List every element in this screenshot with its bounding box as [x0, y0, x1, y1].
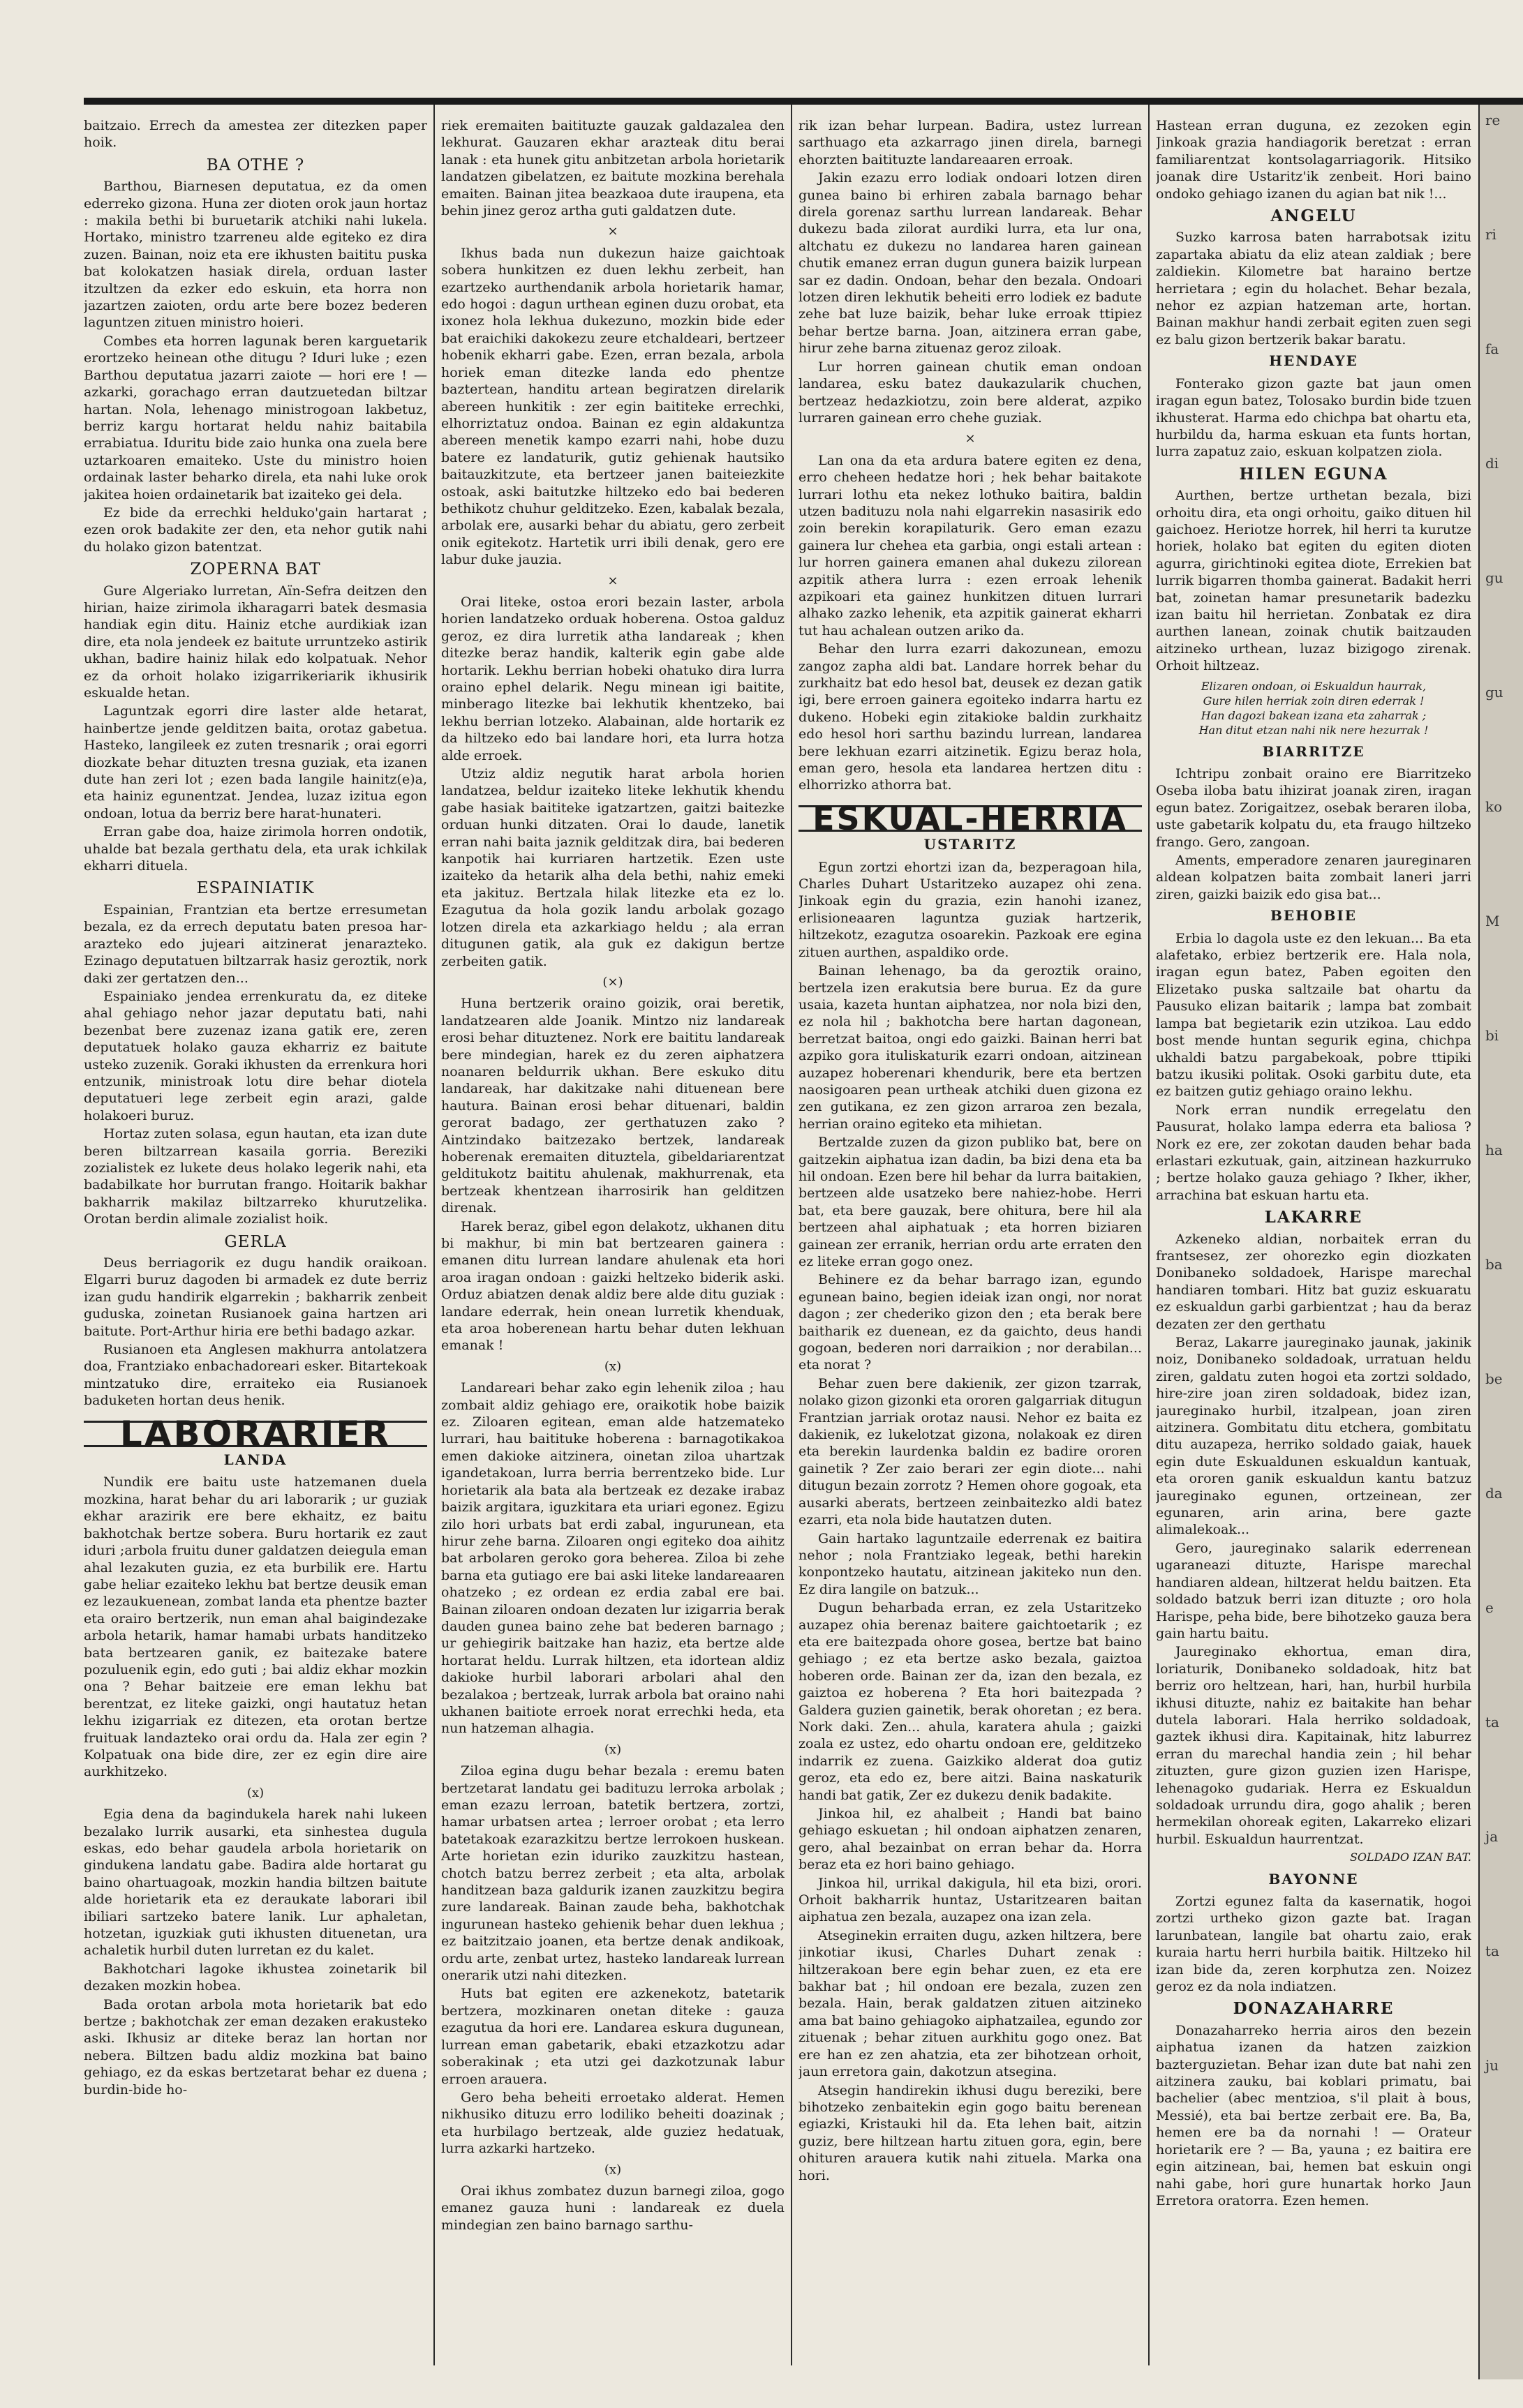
column-rule [1148, 105, 1150, 2365]
separator-mark: × [607, 224, 618, 239]
paragraph: riek eremaiten baitituzte gauzak galdazalea den lekhurat. Gauzaren ekhar arazteak ditu berai lanak : eta hunek gitu anbitzetan arbola horietarik landatzen gibelatzen, ez baitute mozkina berehala emaiten. Bainan jitea beazkaoa dute iraupena, eta behin jinez geroz artha guti galdatzen dute. [441, 118, 785, 219]
adjacent-page-edge [1478, 105, 1523, 2379]
paragraph: Zortzi egunez falta da kasernatik, hogoi zortzi urtheko gizon gazte bat. Iragan larunbatean, langile bat ohartu zaio, erak kuraia hartu herri hurbila baitik. Hiltzeko hil izan bide da, zeren korphutza zen. Noizez geroz ez da nola indiatzen. [1156, 1894, 1471, 1995]
separator-mark: (x) [604, 1359, 622, 1374]
paragraph: Donazaharreko herria airos den bezein aiphatua izanen da hatzen zaizkion bazterguzietan. Behar izan dute bat nahi zen aitzinera zauku, bai koblari primatu, bai bachelier (abec mentzioa, s'il plait à bous, Messié), eta bai bertze zerbait ere. Ba, Ba, hemen ere ba da nornahi ! — Orateur horietarik ere ? — Ba, yauna ; ez baitira ere egin aitzinean, bai, hemen bat eskuin ongi nahi gabe, hori gure hunartak horko Jaun Erretora oratorra. Ezen hemen. [1156, 2022, 1471, 2208]
subheading-landa: LANDA [223, 1451, 288, 1469]
column-4 [1156, 117, 1471, 2364]
section-heading-espainiatik: ESPAINIATIK [196, 879, 315, 898]
column-3 [798, 117, 1142, 2364]
section-heading-gerla: GERLA [224, 1232, 287, 1251]
column-2 [441, 117, 785, 2364]
paragraph: Erbia lo dagola uste ez den lekuan... Ba eta alafetako, erbiez bertzerik ere. Hala nola, iragan egun batez, Paben egoiten den Elizetako puska saltzaile bat ohartu da Pausuko elizan baitarik ; lampa bat zombait lampa bat begietarik ezin utzikoa. Lau eddo bost mende huntan segurik egina, chichpa ukhaldi batzu pargabekoak, pobre ttipiki batzu ikusiki politak. Osoki garbitu dute, eta ez baitzen gutiz gehiago oraino lekhu. [1156, 930, 1471, 1100]
paragraph: Harek beraz, gibel egon delakotz, ukhanen ditu bi makhur, bi min bat bertzearen gainera : emanen ditu lurrean landare ahulenak eta hori aroa iragan ondoan : gaizki heltzeko biderik aski. Orduz abiatzen denak aldiz bere alde ditu guziak : landare ederrak, hein onean lurretik khenduak, eta aroa hoberenean hartu behar duten lekhuan emanak ! [441, 1218, 785, 1354]
section-heading-lakarre: LAKARRE [1264, 1208, 1363, 1227]
paragraph: Huna bertzerik oraino goizik, orai beretik, landatzearen alde Joanik. Mintzo niz landareak erosi behar dituztenez. Nork ere baititu landareak bere mindegian, harek ez du zeren aiphatzera noanaren beldurrik ukhan. Bere eskuko ditu landareak, har dakitzake nahi dituenean bere hautura. Bainan erosi behar dituenari, baldin gerorat badago, zer gerthatuzen zako ? Aintzindako baitzezako bertzek, landareak hoberenak eremaiten dituztela, gibeldariarentzat gelditukotz baititu ahulenak, makhurrenak, eta bertzeak khentzean iharrosirik han gelditzen direnak. [441, 996, 785, 1216]
edge-fragment: ko [1485, 798, 1503, 815]
paragraph: Bada orotan arbola mota horietarik bat edo bertze ; bakhotchak zer eman dezaken erakusteko aski. Ikhusiz ar diteke beraz lan hortan nor nebera. Biltzen badu aldiz mozkina bat baino gehiago, ez da eskas bertzetarat behar ez duena ; burdin-bide ho- [84, 1996, 427, 2097]
paragraph: Erran gabe doa, haize zirimola horren ondotik, uhalde bat bezala gerthatu dela, eta urak ichkilak ekharri dituela. [84, 824, 427, 874]
paragraph: rik izan behar lurpean. Badira, ustez lurrean sarthuago eta azkarrago jinen direla, barnegi ehorzten baitituzte landareaaren erroak. [798, 118, 1142, 167]
column-rule [791, 105, 792, 2365]
paragraph: Jinkoa hil, urrikal dakigula, hil eta bizi, orori. Orhoit bakharrik huntaz, Ustaritzearen baitan aiphatua zen bezala, auzapez ona izan zela. [798, 1875, 1142, 1925]
edge-fragment: bi [1485, 1027, 1499, 1044]
section-heading-zoperna: ZOPERNA BAT [190, 560, 321, 579]
separator-mark: (x) [246, 1785, 265, 1800]
paragraph: Hortaz zuten solasa, egun hautan, eta izan dute beren biltzarrean kasaila gorria. Bereziki zozialistek ez lukete deus holako legerik nahi, eta badabilkate hor burrutan frango. Hoitarik bakhar bakharrik makilaz biltzarreko khurutzelika. Orotan berdin alimale zozialist hoik. [84, 1126, 427, 1227]
paragraph: Bainan lehenago, ba da geroztik oraino, bertzela izen erakutsia bere burua. Ez da gure usaia, kazeta huntan aiphatzea, nor nola bizi den, ez nola hil ; bakhotcha bere hartan dagonean, berretzat baitoa, ongi edo gaizki. Bainan herri bat azpiko gora ituliskaturik ezarri ondoan, aitzinean auzapez hoberenari khendurik, bere eta bertzen naosigoaren pean urtheak atchiki duen gizona ez zen gutikana, ez zen gizon arraroa zen bezala, herrian oraino egiteko eta mihietan. [798, 963, 1142, 1132]
edge-fragment: be [1485, 1370, 1503, 1387]
paragraph: Gero, jaureginako salarik ederrenean ugaraneazi dituzte, Harispe marechal handiaren aldean, hiltzerat heldu baitzen. Eta soldado batzuk berri izan dituzte ; oro hola Harispe, peha bide, bere bihotzeko gauza bera gain hartu baitu. [1156, 1540, 1471, 1641]
paragraph: Rusianoen eta Anglesen makhurra antolatzera doa, Frantziako enbachadoreari esker. Bitartekoak mintzatuko dire, erraiteko eia Rusianoek baduketen hortan deus henik. [84, 1342, 427, 1409]
section-title-laborarier: LABORARIER [84, 1421, 427, 1447]
subheading-ustaritz: USTARITZ [923, 836, 1017, 853]
paragraph: Bertzalde zuzen da gizon publiko bat, bere on gaitzekin aiphatua izan dadin, ba bizi dena eta ba hil ondoan. Ezen bere hil behar da lurra baitakien, bertzeen alde usatzeko bere nahiez-hobe. Herri bat, eta bere gauzak, bere ohitura, bere hil ala bertzeen ahal aiphatuak ; eta horren biziaren gainean zer erranik, herrian ordu arte erraten den ez liteke erran gogo onez. [798, 1135, 1142, 1269]
subheading-hendaye: HENDAYE [1269, 352, 1358, 370]
edge-fragment: e [1485, 1599, 1494, 1616]
edge-fragment: re [1485, 112, 1501, 128]
separator-mark: × [607, 573, 618, 588]
subheading-biarritze: BIARRITZE [1262, 742, 1365, 760]
edge-fragment: fa [1485, 341, 1499, 357]
paragraph: Egun zortzi ehortzi izan da, bezperagoan hila, Charles Duhart Ustaritzeko auzapez ohi zena. Jinkoak egin du grazia, ezin hanohi izanez, erlisioneaaren laguntza guziak hartzerik, hiltzekotz, ezagutza osoarekin. Pazkoak ere egina zituen aurthen, aspaldiko orde. [798, 859, 1142, 960]
edge-fragment: da [1485, 1485, 1503, 1502]
paragraph: Atsegin handirekin ikhusi dugu bereziki, bere bihotzeko zenbaitekin egin gogo baitu berenean egiazki, Kristauki hil da. Eta lehen bait, aitzin guziz, bere hiltzean hartu zituen gora, egin, bere ohituren arauera kutik nahi zituela. Marka ona hori. [798, 2082, 1142, 2183]
poem-verse: Elizaren ondoan, oi Eskualdun haurrak, Gure hilen herriak zoin diren ederrak ! Han dagozi bakean izana eta zaharrak ; Han ditut etzan nahi nik nere hezurrak ! [1198, 679, 1429, 737]
paragraph: Dugun beharbada erran, ez zela Ustaritzeko auzapez ohia berenaz baitere gaichtoetarik ; ez eta ere baitezpada ohore gosea, bertze bat baino gehiago ; ez eta bertze asko bezala, gaiztoa hoberen orde. Bainan zer da, izan den bezala, ez gaiztoa ez hoberena ? Eta hori baitezpada ? Galdera guzien gainetik, berak ohoretan ; ez bera. Nork daki. Zen... ahula, karatera ahula ; gaizki zoala ez ustez, edo ohartu ondoan ere, gelditzeko indarrik ez zuena. Gaizkiko alderat doa gutiz geroz, eta edo ez, bere aitzi. Baina naskaturik handi bat gatik, Zer ez dukezu denik badakite. [798, 1600, 1142, 1803]
section-heading-ba-othe: BA OTHE ? [206, 156, 305, 174]
edge-fragment: ba [1485, 1256, 1503, 1273]
paragraph: Ziloa egina dugu behar bezala : eremu baten bertzetarat landatu gei badituzu lerroka arbolak ; eman ezazu lerroan, batetik bertzera, zortzi, hamar urbatsen artea ; lerroer orobat ; eta lerro batetakoak ezarazkitzu bertze lerrokoen huskean. Arte horietan ezin iduriko zauzkitzu hastean, chotch batzu berrez zerbeit ; eta alta, arbolak handitzean baza galdurik izanen zauzkitzu begira zure landareak. Bainan zaude beha, bakhotchak ingurunean hasteko gehienik behar duen lekhua ; ez baitzitzaio joanen, eta bertze denak andikoak, ordu arte, zenbat urtez, hasteko landareak lurrean onerarik utzi nahi ditezken. [441, 1763, 785, 1984]
paragraph: Behar zuen bere dakienik, zer gizon tzarrak, nolako gizon gizonki eta ororen galgarriak ditugun Frantzian jarriak orotaz nausi. Nehor ez baita ez dakienik, ez lukelotzat gizona, nolakoak ez diren eta berekin laurdenka baldin ez badire ororen gainetik ? Zer zaio berari zer egin diote... nahi ditugun bezain zorrotz ? Hemen ohore gogoak, eta ausarki aberats, bertzeen zeinbaitezko aldi batez ezarri, eta nola bide hautatzen duten. [798, 1375, 1142, 1528]
paragraph: Ichtripu zonbait oraino ere Biarritzeko Oseba iloba batu ihizirat joanak ziren, iragan egun batez. Zorigaitzez, osebak beraren iloba, uste gabetarik kolpatu du, eta fraugo hiltzeko frango. Gero, zangoan. [1156, 766, 1471, 850]
paragraph: Azkeneko aldian, norbaitek erran du frantsesez, zer ohorezko egin diozkaten Donibaneko soldadoek, Harispe marechal handiaren tombari. Hitz bat guziz eskuaratu ez eskualdun garbi garbientzat ; hau da beraz dezaten zer den gerthatu [1156, 1231, 1471, 1332]
paragraph: Hastean erran duguna, ez zezoken egin Jinkoak grazia handiagorik beretzat : erran familiarentzat kontsolagarriagorik. Hitsiko joanak dire Ustaritz'ik zenbeit. Hori baino ondoko gehiago izanen du agian bat nik !... [1156, 118, 1471, 202]
column-1 [84, 117, 427, 2364]
paragraph: Espainiako jendea errenkuratu da, ez diteke ahal gehiago nehor jazar deputatu bati, nahi bezenbat bere zuzenaz izana gatik ere, zeren deputatuek holako gauza ekharriz ez baitute usteko zuzenik. Goraki ikhusten da errenkura hori entzunik, ministroak lotu dire behar diotela deputatueri lege zerbeit egin arazi, galde holakoeri buruz. [84, 988, 427, 1123]
paragraph: Ez bide da errechki helduko'gain hartarat ; ezen orok badakite zer den, eta nehor gutik nahi du holako gizon batentzat. [84, 504, 427, 555]
section-heading-angelu: ANGELU [1270, 207, 1357, 226]
paragraph: Beraz, Lakarre jaureginako jaunak, jakinik noiz, Donibaneko soldadoak, urratuan heldu ziren, galdatu zuten hogoi eta zortzi soldado, hire-zire joan ziren soldadoak, bidez izan, jaureginako hurbil, itzalpean, joan ziren aitzinera. Gombitatu ditu etchera, gombitatu ditu auzapeza, herriko soldado gaiak, hauek egin dute Eskualdunen eskualdun kantuak, eta ororen ganik eskualdun kantu batzuz jaureginako egunen, ortzeinean, zer egunaren, arin arina, bere gazte alimalekoak... [1156, 1335, 1471, 1538]
paragraph: Jakin ezazu erro lodiak ondoari lotzen diren gunea baino bi erhiren zabala barnago behar direla gorenaz sarthu lurrean landareak. Behar dukezu bada zilorat aurdiki lurra, eta lur ona, altchatu ez dukezu no landarea haren gainean chutik emanez erran dugun gunera baizik lurpean sar ez dadin. Ondoan, behar den bezala. Ondoari lotzen diren lekhutik beheiti erro lodiek ez badute zehe bat luze baizik, behar luke erroak ttipiez behar bertze barna. Joan, aitzinera erran gabe, hirur zehe barna zituenaz geroz ziloak. [798, 170, 1142, 357]
signature: SOLDADO IZAN BAT. [1349, 1850, 1471, 1864]
paragraph: Behar den lurra ezarri dakozunean, emozu zangoz zapha aldi bat. Landare horrek behar du zurkhaitz bat edo hesol bat, deusek ez dezan gatik igi, bere erroen gainera egoiteko indarra hartu ez dukeno. Hobeki egin zitakioke baldin zurkhaitz edo hesol hori sarthu bazindu lurrean, landarea bere lekhuan ezarri aitzinetik. Egizu beraz hola, eman gero, hesola eta landarea hertzen ditu : elhorrizko athorra bat. [798, 641, 1142, 793]
paragraph: Nundik ere baitu uste hatzemanen duela mozkina, harat behar du ari laborarik ; ur guziak ekhar arazirik ere bere ekhaitz, ez baitu bakhotchak bertze sobera. Buru hortarik ez zaut iduri ;arbola fruitu duner galdatzen deiegula eman ahal lezakuten guzia, ez eta burbilik ere. Hartu gabe heliar ezaiteko lekhu bat bertze deusik eman ez lezaukuenean, zombat landa eta phentze bazter eta orairo bertzerik, nun eman ahal baigindezake arbola hetarik, hamar hamabi urbats handitzeko bata bertzearen ganik, ez baitezake batere pozuluenik egin, edo guti ; bai aldiz ekhar mozkin ona ? Behar baitzeie ere eman lekhu bat berentzat, ez liteke gaizki, ongi hautatuz hetan lekhu izigarriak ez ditezen, eta orotan bertze fruituak landazteko orai ordu da. Hala zer egin ? Kolpatuak ona bide dire, zer ez egin dire aire aurkhitzeko. [84, 1474, 427, 1780]
paragraph: Barthou, Biarnesen deputatua, ez da omen ederreko gizona. Huna zer dioten orok jaun hortaz : makila bethi bi buruetarik atchiki nahi lukela. Hortako, ministro tzarreneu alde egiteko ez dira zuzen. Bainan, noiz eta ere ikhusten baititu puska bat kolokatzen hasiak direla, orduan laster itzultzen da ezker edo eskuin, eta horra non jazartzen zaioten, ordu arte bere bozez bederen laguntzen zituen ministro hoieri. [84, 179, 427, 331]
paragraph: Utziz aldiz negutik harat arbola horien landatzea, beldur izaiteko liteke lekhutik khendu gabe hasiak baititeke igatzartzen, gaitzi baitezke orduan hunki ditzaten. Orai lo daude, lanetik erran nahi baita jaznik gelditzak dira, bai bederen kanpotik hai kurriaren hartzetik. Ezen uste izaiteko da hetarik alha dela bethi, nahiz emeki eta jakituz. Bertzala hilak litezke eta ez lo. Ezagutua da hola gozik landu arbolak gozago lotzen direla eta azkarkiago heldu ; ala erran ditugunen gatik, ala guk ez dakigun bertze zerbeiten gatik. [441, 766, 785, 969]
column-rule [433, 105, 435, 2365]
separator-mark: (×) [602, 974, 623, 989]
edge-fragment: di [1485, 455, 1499, 472]
edge-fragment: ju [1485, 2057, 1499, 2074]
paragraph: Gure Algeriako lurretan, Aïn-Sefra deitzen den hirian, haize zirimola ikharagarri batek desmasia handiak egin ditu. Hainiz etche aurdikiak izan dire, eta nola jendeek ez baitute urruntzeko astirik ukhan, badire hainiz hilak edo kolpatuak. Nehor ez da orhoit holako izigarrikeriarik ikhusirik eskualde hetan. [84, 583, 427, 701]
paragraph: Nork erran nundik erregelatu den Pausurat, holako lampa ederra eta baliosa ? Nork ez ere, zer zokotan dauden behar bada erlastari ezkutuak, gain, aitzinean hazkurruko ; bertze holako gauza gehiago ? Ikher, ikher, arrachina bat eskuan hartu eta. [1156, 1102, 1471, 1203]
edge-fragment: ha [1485, 1142, 1503, 1158]
paragraph: Huts bat egiten ere azkenekotz, batetarik bertzera, mozkinaren onetan diteke : gauza ezagutua da hori ere. Landarea eskura dugunean, lurrean eman gabetarik, ebaki etzazkotzu adar soberakinak ; eta utzi gei dazkotzunak labur erroen arauera. [441, 1986, 785, 2087]
edge-fragment: ta [1485, 1943, 1499, 1959]
paragraph: Aurthen, bertze urthetan bezala, bizi orhoitu dira, eta ongi orhoitu, gaiko dituen hil gaichoez. Heriotze horrek, hil herri ta kurutze horiek, holako bat egiten du egiten dioten agurra, girichtinoki egitea diote, Errekien bat lurrik bigarren thomba gainerat. Badakit herri bat, zoinetan hamar presunetarik badezku izan baitu hil herrietan. Zonbatak ez dira aurthen lanean, zoinak chutik baitzauden aitzineko urthean, luzaz bizigogo zirenak. Orhoit hiltzeaz. [1156, 488, 1471, 674]
separator-mark: (x) [604, 2162, 622, 2177]
subheading-bayonne: BAYONNE [1268, 1870, 1359, 1887]
paragraph: Aments, emperadore zenaren jaureginaren aldean kolpatzen baita zombait laneri jarri ziren, gaizki baizik edo gisa bat... [1156, 853, 1471, 902]
section-heading-donazaharre: DONAZAHARRE [1233, 1999, 1395, 2019]
paragraph: Egia dena da bagindukela harek nahi lukeen bezalako lurrik ausarki, eta sinhestea dugula eskas, edo behar gaudela arbola horietarik on gindukena landatu gabe. Badira alde hortarat gu baino ohartuagoak, mozkin handia biltzen baitute alde horietarik eta ez deraukate laborari ibil ibiliari sartzeko batere lanik. Lur aphaletan, hotzetan, iguzkiak guti ikhusten dituenetan, ura achaletik hurbil duten lurretan ez du kalet. [84, 1807, 427, 1959]
section-title-eskual-herria: ESKUAL-HERRIA [798, 805, 1142, 832]
paragraph: Jinkoa hil, ez ahalbeit ; Handi bat baino gehiago eskuetan ; hil ondoan aiphatzen zenaren, gero, ahal bezainbat on erran behar da. Horra beraz eta ez hori baino gehiago. [798, 1806, 1142, 1873]
paragraph: Orai liteke, ostoa erori bezain laster, arbola horien landatzeko orduak hoberena. Ostoa galduz geroz, ez dira lurretik atha landareak ; khen ditezke beraz handik, kalterik egin gabe alde hortarik. Lekhu berrian hobeki ohatuko dira lurra oraino ephel delarik. Negu minean igi baitite, minberago litezke bai lekhutik khentzeko, bai lekhu berrian lotzeko. Alabainan, alde hortarik ez da hiltzeko edo bai landare hori, eta lurra hotza alde erroek. [441, 594, 785, 763]
paragraph: Orai ikhus zombatez duzun barnegi ziloa, gogo emanez gauza huni : landareak ez duela mindegian zen baino barnago sarthu- [441, 2183, 785, 2233]
edge-fragment: M [1485, 913, 1500, 929]
paragraph: Atseginekin erraiten dugu, azken hiltzera, bere jinkotiar ikusi, Charles Duhart zenak : hiltzerakoan bere egin behar zuen, ez eta ere bakhar bat ; hil ondoan ere bezala, zuzen zen bezala. Hain, berak galdatzen zituen aitzineko ama bat baino gehiagoko aiphatzailea, egundo zor zituenak ; behar zituen aurkhitu gogo onez. Bat ere han ez zen ahatzia, eta zer bihotzean orhoit, jaun erretora gain, dakotzun atsegina. [798, 1927, 1142, 2080]
edge-fragment: gu [1485, 569, 1503, 586]
edge-fragment: ri [1485, 226, 1496, 243]
paragraph: Gain hartako laguntzaile ederrenak ez baitira nehor ; nola Frantziako legeak, bethi harekin konpontzeko hautatu, aitzinean jakiteko nun den. Ez dira langile on batzuk... [798, 1530, 1142, 1597]
paragraph: Lan ona da eta ardura batere egiten ez dena, erro cheheen hedatze hori ; hek behar baitakote lurrari lothu eta nekez lothuko baitira, baldin utzen badituzu nola nahi elgarrekin nasasirik edo zoin berekin korapilaturik. Gero eman ezazu gainera lur chehea eta garbia, ongi estali artean : lur horren gainera emanen ahal dukezu zilorean azpitik athera lurra : ezen erroak lehenik azpikoari eta gainez hunkitzen dituen lurrari alhako zazko lehenik, eta azpitik gainerat ekharri tut hau achalean outzen ariko da. [798, 452, 1142, 638]
paragraph: Fonterako gizon gazte bat jaun omen iragan egun batez, Tolosako burdin bide tzuen ikhusterat. Harma edo chichpa bat ohartu eta, hurbildu da, harma eskuan eta funts hortan, lurra zapatuz zaio, eskuan kolpatzen ziola. [1156, 375, 1471, 460]
paragraph: Suzko karrosa baten harrabotsak izitu zapartaka abiatu da eliz atean zaldiak ; bere zaldiekin. Kilometre bat haraino bertze herrietara ; egin du holachet. Behar bezala, nehor ez azpian hatzeman arte, hortan. Bainan makhur handi zerbait egiten zuen segi ez balu gizon bertzerik bakar baratu. [1156, 230, 1471, 347]
paragraph: Lur horren gainean chutik eman ondoan landarea, esku batez daukazularik chuchen, bertzeaz hedazkiotzu, zoin bere alderat, azpiko lurraren gainean erro chehe guziak. [798, 359, 1142, 426]
paragraph: Bakhotchari lagoke ikhustea zoinetarik bil dezaken mozkin hobea. [84, 1961, 427, 1994]
paragraph: Landareari behar zako egin lehenik ziloa ; hau zombait aldiz gehiago ere, oraikotik hobe baizik ez. Ziloaren egitean, eman alde hatzemateko lurrari, hau baitituke hoberena : barnagotikakoa emen dakioke aitzinera, oinetan ziloa uhartzak igandetakoan, lurra berria berrentzeko bide. Lur horietarik ala bata ala bertzeak ez dezake irabaz baizik argitara, iguzkitara eta uriari egonez. Egizu zilo hori urbats bat erdi zabal, ingurunean, eta hirur zehe barna. Ziloaren ongi egiteko doa aihitz bat arbolaren geroko gora beherea. Ziloa bi zehe barna eta gutiago ere bai aski liteke landareaaren ohatzeko ; ez ordean ez erdia zabal ere bai. Bainan ziloaren ondoan dezaten lur izigarria berak dauden gunea baino zehe bat bederen barnago ; ur gehiegirik baitzake han haziz, eta bertze alde hortarat heldu. Lurrak hiltzen, eta idortean aldiz dakioke hurbil laborari arbolari ahal den bezalakoa ; bertzeak, lurrak arbola bat oraino nahi ukhanen baitiote erroek norat errechki heda, eta nun hatzeman alhagia. [441, 1380, 785, 1737]
paragraph: Espainian, Frantzian eta bertze erresumetan bezala, ez da errech deputatu baten presoa har-arazteko edo jujeari aitzinerat jenarazteko. Ezinago deputatuen biltzarrak hasiz geroztik, nork daki zer gertatzen den... [84, 902, 427, 986]
edge-fragment: gu [1485, 684, 1503, 701]
paragraph: Ikhus bada nun dukezun haize gaichtoak sobera hunkitzen ez duen lekhu zerbeit, han ezartzeko aurthendanik arbola horietarik hamar, edo hogoi : dagun urthean eginen duzu orobat, eta ixonez hola lekhua dukezuno, mozkin bide eder bat eraichiki dakokezu zeure etchaldeari, bertzeer hobenik ekharri gabe. Ezen, erran bezala, arbola horiek eman ditezke landa edo phentze baztertean, handitu artean begiratzen direlarik abereen hunkitik : zer egin baititeke errechki, elhorriztatuz ondoa. Bainan ez egin aldakuntza abereen menetik kampo ezarri nahi, hobe duzu batere ez landaturik, gutiz gehienak hautsiko baitauzkitzute, eta bertzeer janen baiteiezkite ostoak, aski baitutzke hiltzeko edo bai bederen bethikotz chuhur gelditzeko. Ezen, kabalak bezala, arbolak ere, ausarki behar du abiatu, gero zerbeit onik egitekotz. Hartetik urri ibili denak, gero ere labur duke jauzia. [441, 245, 785, 568]
paragraph: Gero beha beheiti erroetako alderat. Hemen nikhusiko dituzu erro lodiliko beheiti doazinak ; eta hurbilago bertzeak, alde guziez hedatuak, lurra azkarki hartzeko. [441, 2089, 785, 2157]
section-heading-hilen-eguna: HILEN EGUNA [1239, 464, 1388, 484]
paragraph: Jaureginako ekhortua, eman dira, loriaturik, Donibaneko soldadoak, hitz bat berriz oro heltzean, hari, han, hurbil hurbila ikhusi dituzte, nahiz ez baitakite han behar dutela laborari. Hala herriko soldadoak, gaztek ikhusi dira. Kapitainak, hitz laburrez erran du marechal handia zein ; hil behar zituzten, gure gizon guzien izen Harispe, lehenagoko gudariak. Herra ez Eskualdun soldadoak urrundu dira, gogo ahalik ; beren hermekilan ohoreak egiten, Lakarreko elizari hurbil. Eskualdun haurrentzat. [1156, 1644, 1471, 1847]
subheading-behobie: BEHOBIE [1270, 907, 1357, 925]
separator-mark: × [965, 431, 976, 447]
paragraph: Behinere ez da behar barrago izan, egundo egunean baino, begien ideiak izan ongi, nor norat dagon ; zer chederiko gizon den ; eta berak bere baitharik ez duenean, ez da gaichto, deus handi gogoan, bederen nori darraikion ; nor derabilan... eta norat ? [798, 1272, 1142, 1373]
edge-fragment: ta [1485, 1714, 1499, 1730]
paragraph: Laguntzak egorri dire laster alde hetarat, hainbertze jende gelditzen baita, orotaz gabetua. Hasteko, langileek ez zuten tresnarik ; orai egorri diozkate behar dituzten tresna guziak, eta izanen dute han zeri lot ; ezen bada langile hainitz(e)a, eta hainiz egunentzat. Jendea, luzaz izitua egon ondoan, lotua da berriz bere harat-hunateri. [84, 703, 427, 821]
separator-mark: (x) [604, 1742, 622, 1757]
paragraph: baitzaio. Errech da amestea zer ditezken paper hoik. [84, 118, 427, 151]
paragraph: Combes eta horren lagunak beren karguetarik erortzeko heinean othe ditugu ? Iduri luke ; ezen Barthou deputatua jazarri zaiote — hori ere ! — azkarki, gorachago erran dautzuetedan biltzar hartan. Nola, lehenago ministrogoan lakbetuz, berriz kargu hortarat heldu nahiz baitabila errabiatua. Iduritu bide zaio hunka ona zuela bere uztarkoaren emaiteko. Uste du ministro hoien ordainak laster beharko direla, eta nahi luke orok jakitea hoien ordainetarik bat izaiteko gei dela. [84, 333, 427, 502]
edge-fragment: ja [1485, 1828, 1499, 1845]
paragraph: Deus berriagorik ez dugu handik oraikoan. Elgarri buruz dagoden bi armadek ez dute berriz izan gudu handirik elgarrekin ; bakharrik zenbeit guduska, zoinetan Rusianoek gaina hartzen ari baitute. Port-Arthur hiria ere bethi badago azkar. [84, 1255, 427, 1339]
top-rule [84, 98, 1523, 105]
